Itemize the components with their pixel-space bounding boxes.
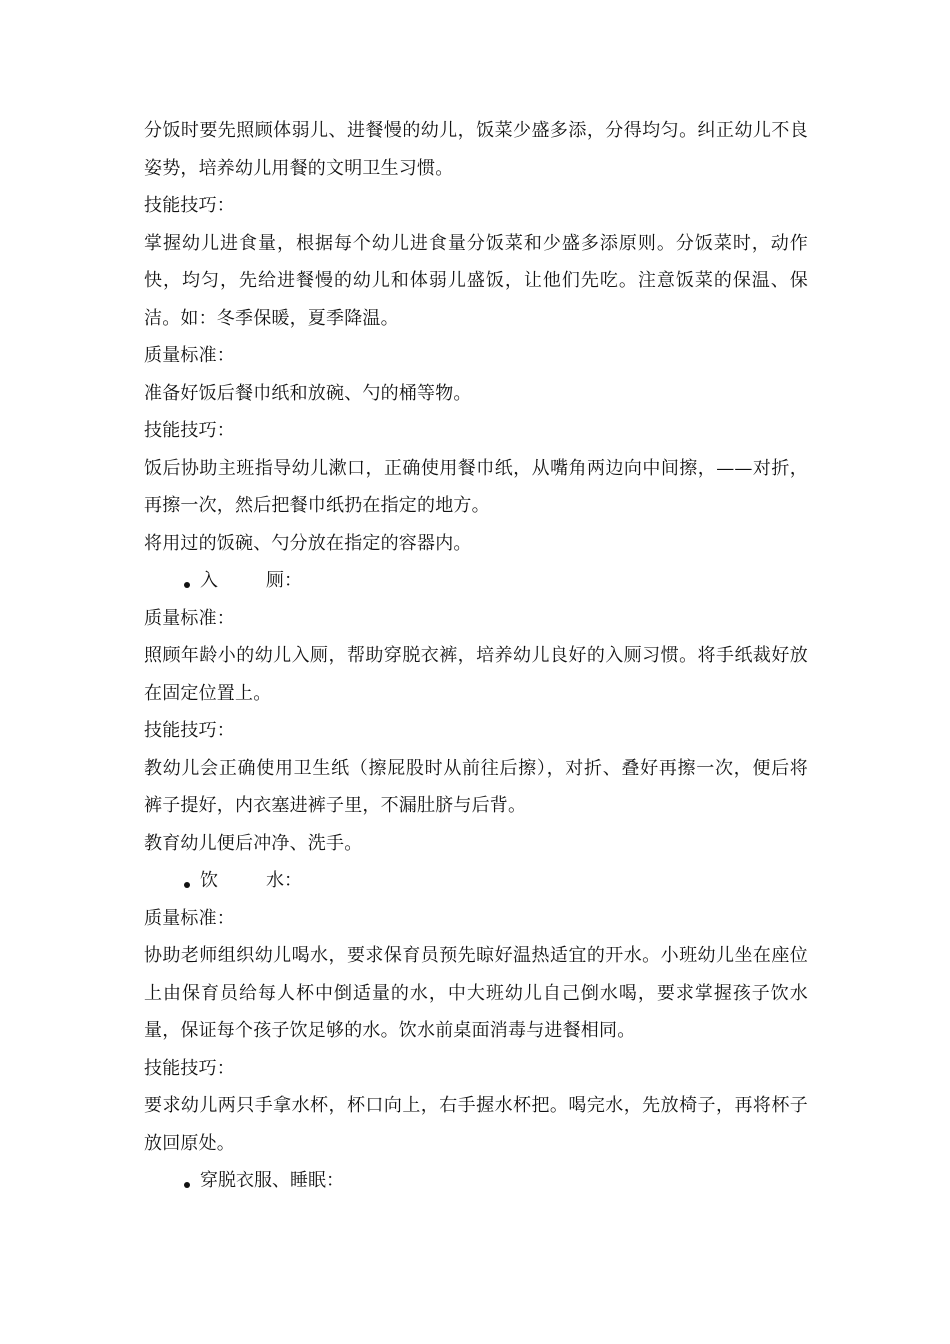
paragraph: 协助老师组织幼儿喝水，要求保育员预先晾好温热适宜的开水。小班幼儿坐在座位上由保育员给每人杯中倒适量的水，中大班幼儿自己倒水喝，要求掌握孩子饮水量，保证每个孩子饮足够的水。饮水前桌面消毒与进餐相同。 [144, 945, 808, 1041]
section-heading: 技能技巧： [144, 1057, 235, 1079]
document-body [144, 112, 808, 1200]
bullet-label-second: 厕： [266, 570, 302, 591]
paragraph: 要求幼儿两只手拿水杯，杯口向上，右手握水杯把。喝完水，先放椅子，再将杯子放回原处。 [144, 1095, 808, 1154]
section-heading: 质量标准： [144, 345, 235, 366]
paragraph: 照顾年龄小的幼儿入厕，帮助穿脱衣裤，培养幼儿良好的入厕习惯。将手纸裁好放在固定位置上。 [144, 645, 808, 704]
bullet-dot-icon [184, 882, 190, 888]
bullet-label-second: 水： [266, 870, 302, 891]
paragraph: 将用过的饭碗、勺分放在指定的容器内。 [144, 532, 472, 554]
bullet-dot-icon [184, 1182, 190, 1188]
bullet-item-toilet [144, 562, 808, 600]
section-heading: 技能技巧： [144, 720, 235, 741]
paragraph: 教幼儿会正确使用卫生纸（擦屁股时从前往后擦），对折、叠好再擦一次，便后将裤子提好，内衣塞进裤子里，不漏肚脐与后背。 [144, 757, 808, 816]
bullet-label-first: 入 [200, 570, 218, 591]
paragraph: 掌握幼儿进食量，根据每个幼儿进食量分饭菜和少盛多添原则。分饭菜时，动作快，均匀，先给进餐慢的幼儿和体弱儿盛饭，让他们先吃。注意饭菜的保温、保洁。如：冬季保暖，夏季降温。 [144, 232, 808, 329]
paragraph: 教育幼儿便后冲净、洗手。 [144, 832, 363, 854]
paragraph: 分饭时要先照顾体弱儿、进餐慢的幼儿，饭菜少盛多添，分得均匀。纠正幼儿不良姿势，培养幼儿用餐的文明卫生习惯。 [144, 120, 808, 179]
bullet-label-first: 穿脱衣服、睡眠： [200, 1170, 344, 1191]
section-heading: 技能技巧： [144, 195, 235, 216]
paragraph: 准备好饭后餐巾纸和放碗、勺的桶等物。 [144, 382, 472, 404]
section-heading: 质量标准： [144, 607, 235, 629]
paragraph: 饭后协助主班指导幼儿漱口，正确使用餐巾纸，从嘴角两边向中间擦，——对折，再擦一次，然后把餐巾纸扔在指定的地方。 [144, 457, 808, 516]
bullet-item-drinking [144, 862, 808, 900]
bullet-label-first: 饮 [200, 870, 218, 891]
bullet-item-dressing-sleep [144, 1162, 808, 1200]
section-heading: 技能技巧： [144, 420, 235, 441]
bullet-dot-icon [184, 582, 190, 588]
section-heading: 质量标准： [144, 907, 235, 929]
